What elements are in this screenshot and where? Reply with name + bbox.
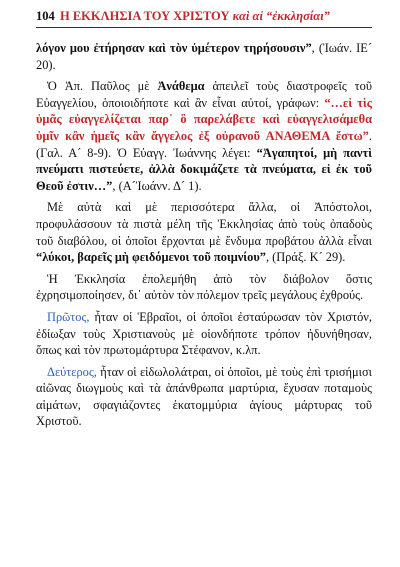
emphasis-text: “λύκοι, βαρεῖς μὴ φειδόμενοι τοῦ ποιμνίου” [36, 250, 266, 265]
emphasis-text: “Ἀγαπητοί, μὴ παντὶ πνεύματι πιστεύετε, ἀλλὰ δοκιμάζετε τὰ πνεύματα, εἰ ἐκ τοῦ Θεοῦ ἐστιν…” [36, 145, 372, 193]
header-rule [36, 27, 372, 28]
paragraph [36, 40, 372, 73]
paragraph [36, 199, 372, 265]
paragraph [36, 271, 372, 304]
text-run: , (Ἰωάν. ΙΕ´ 20). [36, 41, 372, 72]
text-run: , (Πράξ. Κ´ 29). [265, 250, 346, 265]
emphasis-text: λόγον μου ἐτήρησαν καὶ τὸν ὑμέτερον τηρήσουσιν” [36, 41, 312, 55]
paragraph [36, 309, 372, 359]
text-run: , (Α´Ἰωάνν. Δ´ 1). [112, 178, 202, 193]
page-header [36, 9, 372, 27]
text-run: Μὲ αὐτὰ καὶ μὲ περισσότερα ἄλλα, οἱ Ἀπόστολοι, προφυλάσσουν τὰ πιστὰ μέλη τῆς Ἐκκλησίας ἀπὸ τοὺς ὀπαδοὺς τοῦ διαβόλου, οἱ ὁποῖοι ἔρχονται μὲ ἔνδυμα προβάτου ἀλλὰ εἶναι [36, 200, 372, 248]
text-run: Ἡ Ἐκκλησία ἐπολεμήθη ἀπὸ τὸν διάβολον ὅστις ἐχρησιμοποίησεν, δι᾽ αὐτὸν τὸν πόλεμον τρεῖς μεγάλους ἐχθρούς. [36, 271, 372, 303]
running-title-tail: καὶ αἱ “ἐκκλησίαι” [232, 9, 330, 23]
text-run: ἦταν οἱ Ἑβραῖοι, οἱ ὁποῖοι ἐσταύρωσαν τὸν Χριστόν, ἐδίωξαν τοὺς Χριστιανοὺς μὲ οἱονδήποτε τρόπον ἠδυνήθησαν, ὅπως καὶ τὸν πρωτομάρτυρα Στέφανον, κ.λπ. [36, 309, 372, 358]
text-run: . (Γαλ. Α´ 8-9). Ὁ Εὐαγγ. Ἰωάννης λέγει: [36, 128, 372, 160]
text-run: Ὁ Ἀπ. Παῦλος μὲ [47, 79, 158, 94]
page-number: 104 [36, 9, 55, 23]
emphasis-text: Ἀνάθεμα [157, 79, 205, 94]
text-run: ἦταν οἱ εἰδωλολάτραι, οἱ ὁποῖοι, μὲ τοὺς ἐπὶ τρισήμισι αἰῶνας διωγμοὺς καὶ τὰ ἀπάνθρωπα μαρτύρια, ἔχυσαν ποταμοὺς αἱμάτων, σφαγιάζοντες ἑκατομμύρια ἁγίους μάρτυρας τοῦ Χριστοῦ. [36, 364, 372, 429]
paragraph [36, 364, 372, 430]
running-title [60, 9, 330, 24]
scripture-quote: “…εἰ τὶς ὑμᾶς εὐαγγελίζεται παρ᾽ ὃ παρελάβετε καὶ εὐαγγελισάμεθα ὑμῖν κἂν ἡμεῖς κἂν ἄγγελος ἐξ οὐρανοῦ ΑΝΑΘΕΜΑ ἔστω” [36, 95, 372, 143]
list-marker: Δεύτερος, [47, 364, 97, 379]
running-title-main: Η ΕΚΚΛΗΣΙΑ ΤΟΥ ΧΡΙΣΤΟΥ [60, 9, 230, 23]
list-marker: Πρῶτος, [47, 309, 90, 324]
body-text [36, 40, 372, 435]
paragraph [36, 78, 372, 194]
text-run: ἀπειλεῖ τοὺς διαστροφεῖς τοῦ Εὐαγγελίου, ὁποιοιδήποτε καὶ ἂν εἶναι αὐτοί, γράφων: [36, 79, 372, 110]
